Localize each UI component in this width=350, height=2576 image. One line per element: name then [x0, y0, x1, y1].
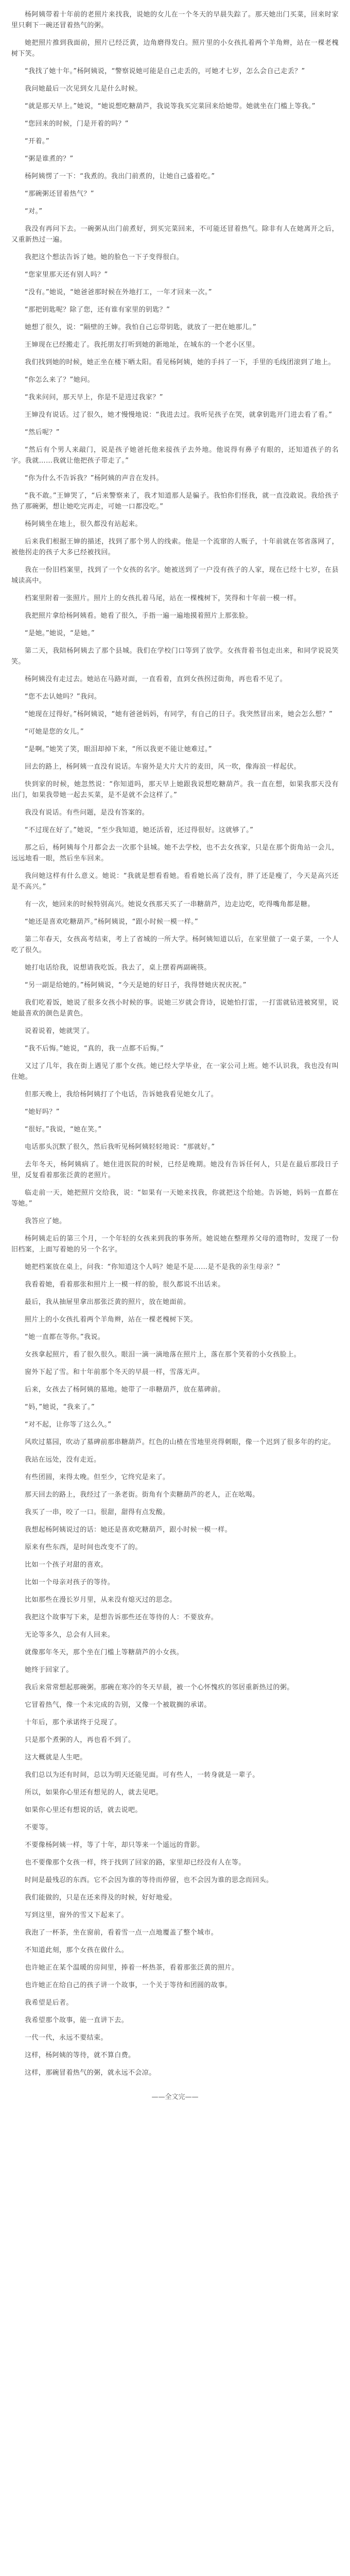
paragraph: 风吹过墓园，吹动了墓碑前那串糖葫芦。红色的山楂在雪地里亮得刺眼，像一个迟到了很多年的约定。 — [25, 1438, 336, 1446]
paragraph: 我希望那个故事，能一直讲下去。 — [25, 2016, 129, 2024]
paragraph: 十年后，那个承诺终于兑现了。 — [25, 1719, 121, 1726]
paragraph: “她现在过得好。”杨阿姨说，“她有爸爸妈妈，有同学，有自己的日子。我突然冒出来，她会怎么想？” — [25, 710, 333, 718]
paragraph: 我们找到她的时候，她正坐在楼下晒太阳。看见杨阿姨，她的手抖了一下，手里的毛线团滚到了地上。 — [25, 359, 336, 366]
paragraph: “可她是您的女儿。” — [25, 728, 84, 736]
paragraph: 那之后，杨阿姨每个月都会去一次那个县城。她不去学校，也不去女孩家，只是在那个街角站一会儿，远远地看一眼，然后坐车回来。 — [11, 844, 339, 862]
paragraph: “对不起，让你等了这么久。” — [25, 1421, 112, 1429]
paragraph: 我们能做的，只是在还来得及的时候，好好地爱。 — [25, 1894, 177, 1902]
paragraph: 快到家的时候，她忽然说：“你知道吗，那天早上她跟我说想吃糖葫芦。我一直在想，如果我那天没有出门，如果我带她一起去买菜，是不是就不会这样了。” — [11, 781, 339, 799]
paragraph: “没有。”她说，“她爸爸那时候在外地打工，一年才回来一次。” — [25, 289, 212, 296]
paragraph: 第二年春天，女孩高考结束，考上了省城的一所大学。杨阿姨知道以后，在家里做了一桌子菜，一个人吃了很久。 — [11, 936, 339, 954]
paragraph: 我看着她，看着那张和照片上一模一样的脸，很久都说不出话来。 — [25, 1281, 225, 1289]
paragraph: 她想了很久，说：“隔壁的王婶。我怕自己忘带钥匙，就放了一把在她那儿。” — [25, 324, 256, 331]
paragraph: “您回来的时候，门是开着的吗？” — [25, 120, 129, 128]
paragraph: 去年冬天，杨阿姨病了。她住进医院的时候，已经是晚期。她没有告诉任何人，只是在最后那段日子里，反复看着那张泛黄的老照片。 — [11, 1161, 339, 1179]
paragraph: 也不要像那个女孩一样，终于找到了回家的路，家里却已经没有人在等。 — [25, 1859, 246, 1867]
paragraph: 照片上的小女孩扎着两个羊角辫，站在一棵老槐树下笑。 — [25, 1316, 198, 1324]
paragraph: 最后，我从抽屉里拿出那张泛黄的照片，放在她面前。 — [25, 1298, 190, 1306]
paragraph: 比如一个孩子对甜的喜欢。 — [25, 1561, 108, 1569]
paragraph: “你为什么不告诉我？”杨阿姨的声音在发抖。 — [25, 474, 163, 482]
paragraph: 也许她正在给自己的孩子讲一个故事，一个关于等待和团圆的故事。 — [25, 1981, 232, 1989]
paragraph: “很好。”我说，“她在笑。” — [25, 1126, 102, 1133]
paragraph: 我把照片拿给杨阿姨看。她看了很久，手指一遍一遍地摸着照片上那张脸。 — [25, 612, 253, 620]
paragraph: “我来问问，那天早上，你是不是进过我家？” — [25, 394, 163, 401]
paragraph: 如果你心里还有想说的话，就去说吧。 — [25, 1806, 142, 1814]
paragraph: “我不后悔。”她说，“真的，我一点都不后悔。” — [25, 1045, 164, 1053]
paragraph: “是她。”她说，“是她。” — [25, 630, 95, 637]
paragraph: 这样，那碗冒着热气的粥，就永远不会凉。 — [25, 2069, 156, 2077]
paragraph: 我希望是后者。 — [25, 1999, 73, 2007]
paragraph: “然后有个男人来敲门，说是孩子她爸托他来接孩子去外地。他说得有鼻子有眼的，还知道孩子的名字。我就……我就让他把孩子带走了。” — [11, 446, 339, 465]
paragraph: “那把钥匙呢？除了您，还有谁有家里的钥匙？” — [25, 306, 170, 314]
paragraph: “妈，”她说，“我来了。” — [25, 1403, 95, 1411]
paragraph: 我们吃着饭，她说了很多女孩小时候的事。说她三岁就会背诗，说她怕打雷，一打雷就钻进被窝里，说她最喜欢的颜色是黄色。 — [11, 999, 339, 1018]
paragraph: 一代一代，永远不要结束。 — [25, 2034, 108, 2042]
paragraph: 原来有些东西，是时间也改变不了的。 — [25, 1544, 142, 1551]
paragraph: “您家里那天还有别人吗？” — [25, 271, 108, 279]
paragraph: “就是那天早上。”她说，“她说想吃糖葫芦，我说等我买完菜回来给她带。她就坐在门槛上等我。” — [25, 103, 316, 110]
paragraph: 我答应了她。 — [25, 1217, 66, 1225]
paragraph: 杨阿姨走后的第三个月，一个年轻的女孩来到我的事务所。她说她在整理养父母的遗物时，发现了一份旧档案，上面写着她的另一个名字。 — [11, 1235, 339, 1253]
paragraph: “开着。” — [25, 138, 49, 145]
paragraph: 后来，女孩去了杨阿姨的墓地。她带了一串糖葫芦，放在墓碑前。 — [25, 1386, 225, 1394]
paragraph: 她把照片推到我面前，照片已经泛黄，边角磨得发白。照片里的小女孩扎着两个羊角辫，站在一棵老槐树下笑。 — [11, 39, 339, 58]
paragraph: 她打电话给我，说想请我吃饭。我去了，桌上摆着两副碗筷。 — [25, 964, 211, 972]
paragraph: 无论等多久，总会有人回来。 — [25, 1631, 115, 1639]
paragraph: 只是那个煮粥的人，再也看不到了。 — [25, 1736, 135, 1744]
paragraph: “您不去认她吗？”我问。 — [25, 693, 101, 701]
paragraph: 我问她这样有什么意义。她说：“我就是想看看她。看看她长高了没有，胖了还是瘦了，今天是高兴还是不高兴。” — [11, 872, 339, 891]
paragraph: 不要等。 — [25, 1824, 52, 1832]
paragraph: 电话那头沉默了很久，然后我听见杨阿姨轻轻地说：“那就好。” — [25, 1143, 215, 1151]
paragraph: 王婶没有说话。过了很久，她才慢慢地说：“我进去过。我听见孩子在哭，就拿钥匙开门进去看了看。” — [25, 411, 332, 419]
paragraph: 不知道此刻，那个女孩在做什么。 — [25, 1946, 129, 1954]
paragraph: 回去的路上，杨阿姨一直没有说话。车窗外是大片大片的麦田，风一吹，像海浪一样起伏。 — [25, 763, 301, 771]
paragraph: 我买了一串，咬了一口。很甜，甜得有点发酸。 — [25, 1509, 170, 1516]
paragraph: 有一次，她回来的时候特别高兴。她说女孩那天买了一串糖葫芦，边走边吃，吃得嘴角都是糖。 — [25, 901, 314, 908]
paragraph: 就像那年冬天，那个坐在门槛上等糖葫芦的小女孩。 — [25, 1649, 184, 1656]
paragraph: 档案里附着一张照片。照片上的女孩扎着马尾，站在一棵槐树下，笑得和十年前一模一样。 — [25, 595, 301, 602]
end-mark: ——全文完—— — [151, 2093, 199, 2101]
paragraph: “是啊。”她笑了笑，眼泪却掉下来，“所以我更不能让她难过。” — [25, 745, 212, 753]
paragraph: 所以，如果你心里还有想见的人，就去见吧。 — [25, 1789, 163, 1797]
paragraph: 也许她正在某个温暖的房间里，捧着一杯热茶，看着那张泛黄的照片。 — [25, 1964, 239, 1972]
paragraph: 第二天，我陪杨阿姨去了那个县城。我们在学校门口等到了放学。女孩背着书包走出来，和同学说说笑笑。 — [11, 647, 339, 666]
paragraph: “我找了她十年。”杨阿姨说，“警察说她可能是自己走丢的，可她才七岁，怎么会自己走丢？” — [25, 67, 305, 75]
paragraph: “对。” — [25, 208, 43, 215]
paragraph: 那天回去的路上，我经过了一条老街。街角有个卖糖葫芦的老人，正在吆喝。 — [25, 1491, 259, 1499]
paragraph: “然后呢？” — [25, 429, 60, 436]
paragraph: “不过现在好了。”她说，“至少我知道，她还活着，还过得很好。这就够了。” — [25, 826, 254, 834]
paragraph: 不要像杨阿姨一样，等了十年，却只等来一个遥远的背影。 — [25, 1841, 204, 1849]
paragraph: 比如一个母亲对孩子的等待。 — [25, 1579, 115, 1586]
paragraph: “你怎么来了？”她问。 — [25, 376, 94, 384]
paragraph: 杨阿姨坐在地上，很久都没有站起来。 — [25, 520, 142, 528]
paragraph: “另一副是给她的。”杨阿姨说，“今天是她的好日子，我得替她庆祝庆祝。” — [25, 981, 247, 989]
paragraph: “她一直都在等你。”我说。 — [25, 1333, 105, 1341]
paragraph: “那碗粥还冒着热气？” — [25, 190, 94, 198]
paragraph: 我问她最后一次见到女儿是什么时候。 — [25, 85, 142, 93]
paragraph: 女孩拿起照片，看了很久很久。眼泪一滴一滴地落在照片上，落在那个笑着的小女孩脸上。 — [25, 1351, 301, 1359]
paragraph: 我把这个想法告诉了她。她的脸色一下子变得很白。 — [25, 253, 184, 261]
paragraph: 我把这个故事写下来，是想告诉那些还在等待的人：不要放弃。 — [25, 1614, 218, 1621]
paragraph: 我后来常常想起那碗粥。那碗在寒冷的冬天早晨，被一个心怀愧疚的邻居重新热过的粥。 — [25, 1684, 294, 1691]
paragraph: 我站在远处，没有走近。 — [25, 1456, 101, 1464]
paragraph: 比如那些在漫长岁月里，从来没有熄灭过的思念。 — [25, 1596, 177, 1604]
paragraph: 后来我们根据王婶的描述，找到了那个男人的线索。他是一个流窜的人贩子，十年前就在邻省落网了，被他拐走的孩子大多已经被找回。 — [11, 538, 339, 556]
paragraph: 杨阿姨愣了一下：“我煮的。我出门前煮的，让她自己盛着吃。” — [25, 173, 215, 180]
paragraph: 临走前一天，她把照片交给我，说：“如果有一天她来找我，你就把这个给她。告诉她，妈妈一直都在等她。” — [11, 1189, 339, 1208]
paragraph: 王婶现在已经搬走了。我托朋友打听到她的新地址，在城东的一个老小区里。 — [25, 341, 259, 349]
paragraph: 我想起杨阿姨说过的话：她还是喜欢吃糖葫芦，跟小时候一模一样。 — [25, 1526, 232, 1534]
paragraph: 我们总以为还有时间，总以为明天还能见面。可有些人，一转身就是一辈子。 — [25, 1771, 259, 1779]
paragraph: 杨阿姨没有走过去。她站在马路对面，一直看着，直到女孩拐过街角，再也看不见了。 — [25, 675, 287, 683]
paragraph: 这大概就是人生吧。 — [25, 1754, 87, 1761]
paragraph: 我在一份旧档案里，找到了一个女孩的名字。她被送到了一户没有孩子的人家，现在已经十七岁，在县城读高中。 — [11, 566, 339, 585]
paragraph: 她终于回家了。 — [25, 1666, 73, 1674]
paragraph: 但那天晚上，我给杨阿姨打了个电话，告诉她我看见她女儿了。 — [25, 1091, 218, 1098]
paragraph: “她好吗？” — [25, 1108, 60, 1116]
paragraph: “她还是喜欢吃糖葫芦。”杨阿姨说，“跟小时候一模一样。” — [25, 918, 199, 926]
paragraph: 这样，杨阿姨的等待，就不算白费。 — [25, 2052, 135, 2059]
paragraph: 它冒着热气，像一个未完成的告别，又像一个被耽搁的承诺。 — [25, 1701, 211, 1709]
paragraph: 窗外下起了雪。和十年前那个冬天的早晨一样，雪落无声。 — [25, 1368, 204, 1376]
paragraph: 时间是最残忍的东西。它不会因为谁的等待而停留，也不会因为谁的思念而回头。 — [25, 1876, 273, 1884]
paragraph-list — [11, 9, 339, 2103]
paragraph: 又过了几年，我在街上遇见了那个女孩。她已经大学毕业，在一家公司上班。她不认识我，我也没有叫住她。 — [11, 1062, 339, 1081]
paragraph: 我没有说话。有些问题，是没有答案的。 — [25, 809, 149, 817]
paragraph: 有些团圆，来得太晚。但至少，它终究是来了。 — [25, 1473, 170, 1481]
paragraph: 我泡了一杯茶，坐在窗前，看着雪一点一点地覆盖了整个城市。 — [25, 1929, 218, 1937]
paragraph: 写到这里，窗外的雪又下起来了。 — [25, 1911, 129, 1919]
paragraph: “我不敢。”王婶哭了，“后来警察来了，我才知道那人是骗子。我怕你们怪我，就一直没敢说。我给孩子热了那碗粥，想让她吃完再走，可她一口都没吃。” — [11, 492, 339, 511]
paragraph: 杨阿姨带着十年前的老照片来找我，说她的女儿在一个冬天的早晨失踪了。那天她出门买菜，回来时家里只剩下一碗还冒着热气的粥。 — [11, 11, 339, 29]
paragraph: 她把档案放在桌上，问我：“你知道这个人吗？她是不是……是不是我的亲生母亲？” — [25, 1263, 281, 1271]
paragraph: 我没有再问下去。一碗粥从出门前煮好，到买完菜回来，不可能还冒着热气。除非有人在她离开之后，又重新热过一遍。 — [11, 225, 339, 244]
paragraph: “粥是谁煮的？” — [25, 155, 74, 163]
paragraph: 说着说着，她就哭了。 — [25, 1027, 94, 1035]
